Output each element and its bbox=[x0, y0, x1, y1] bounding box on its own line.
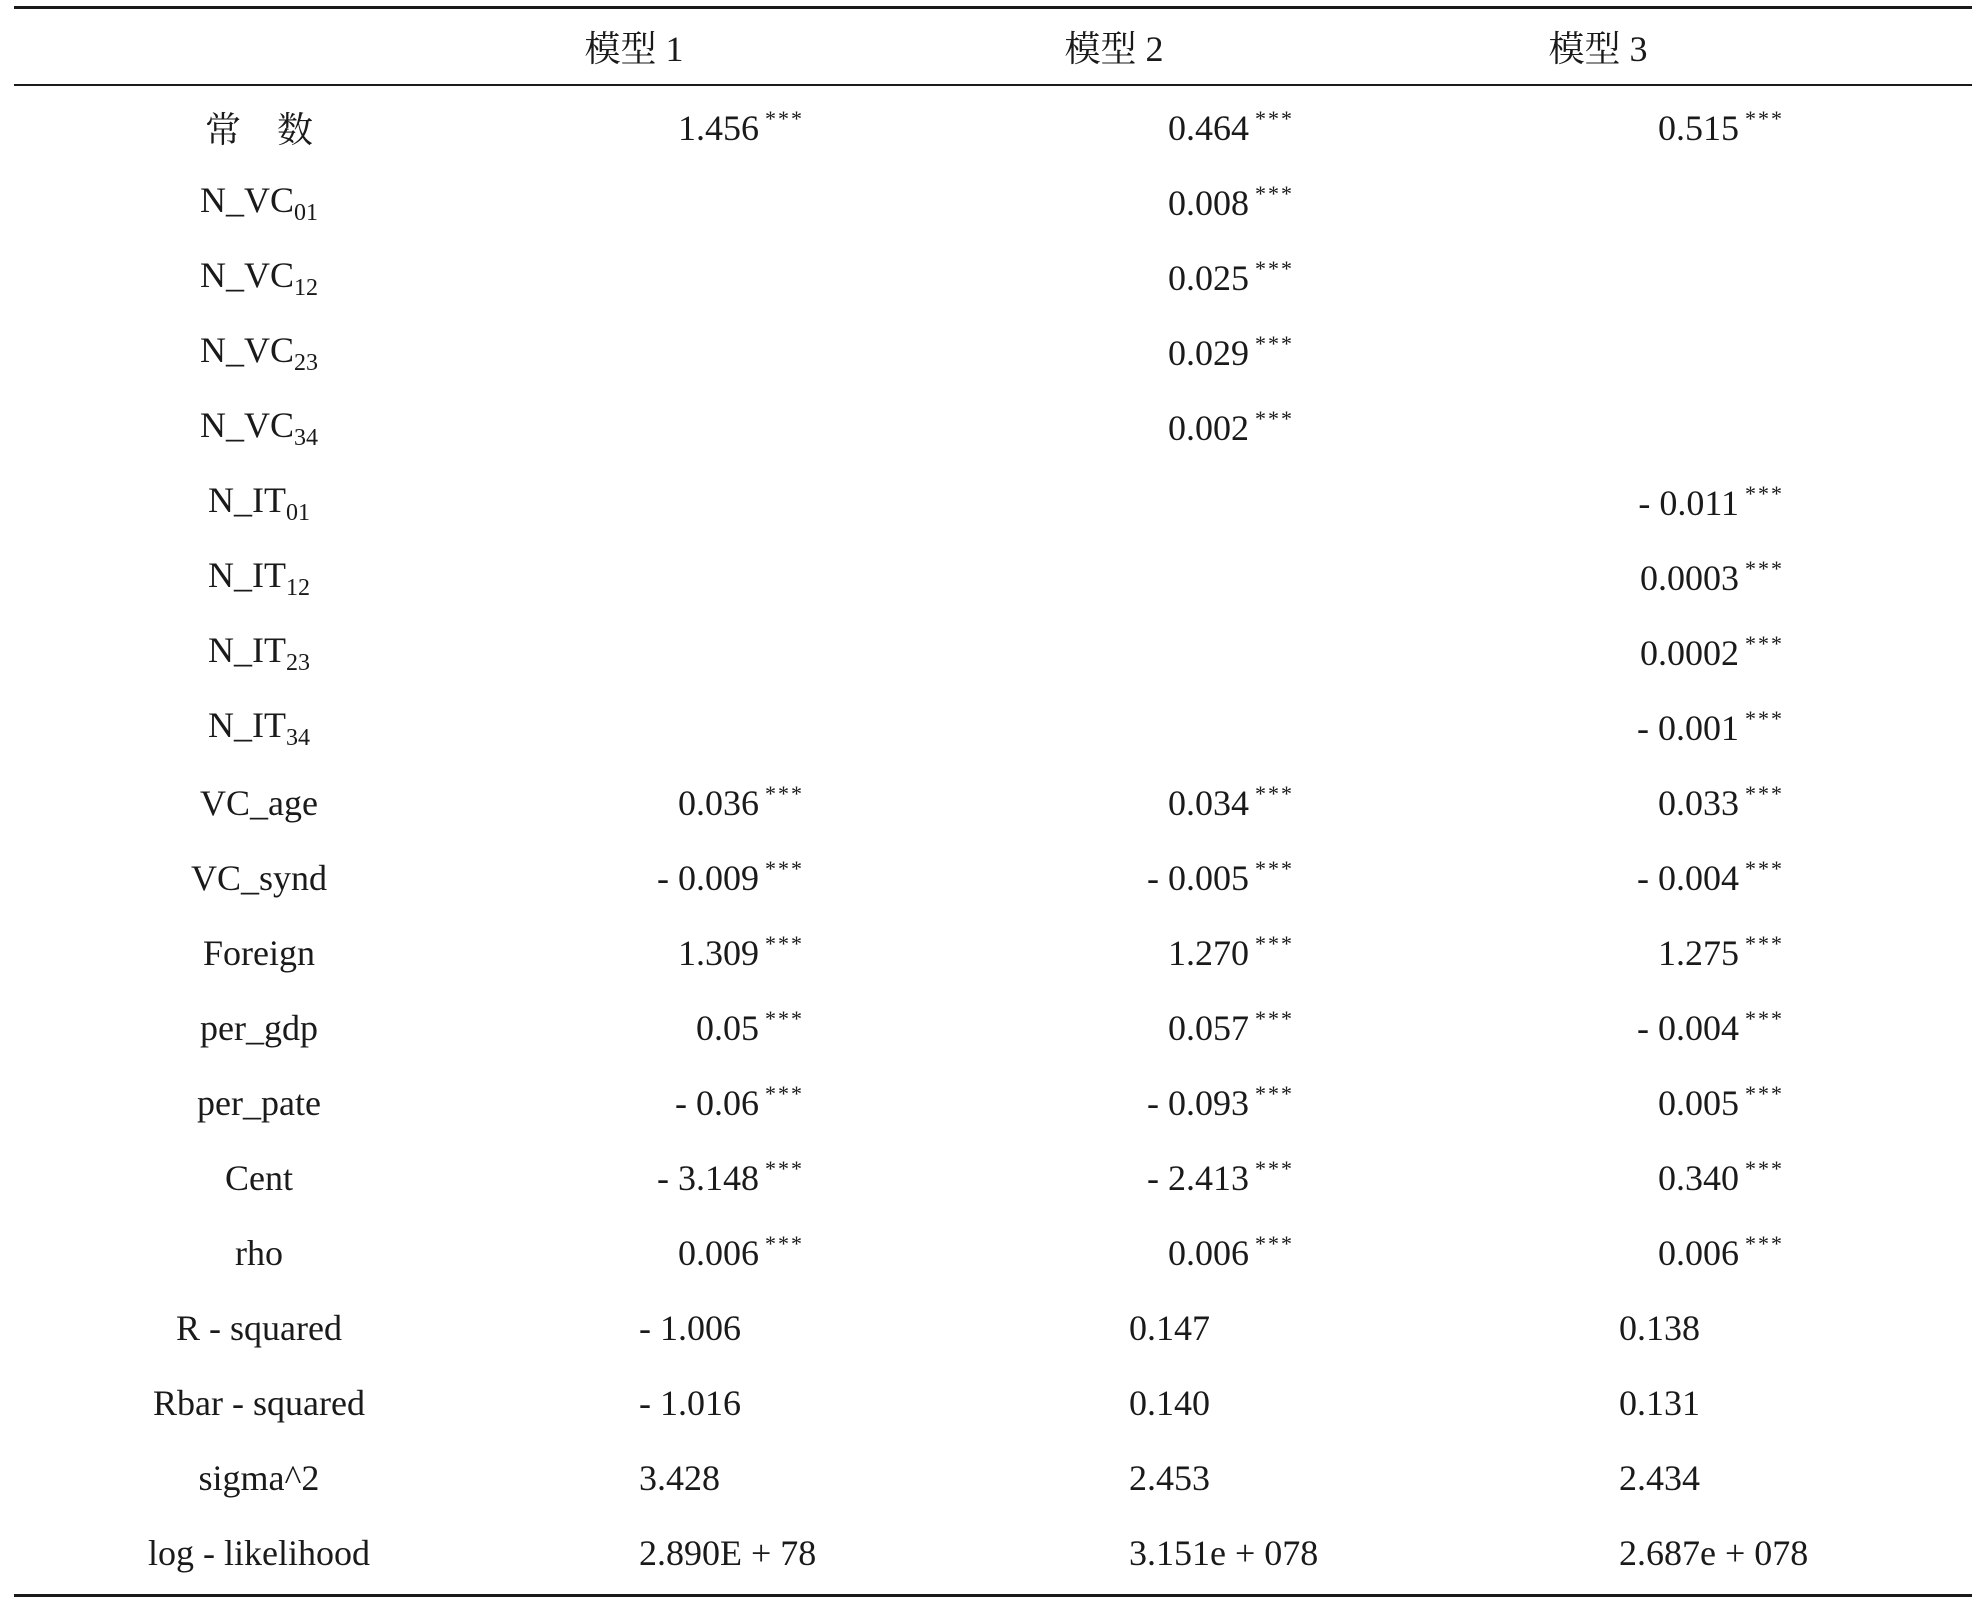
model-3-value: 2.687e + 078 bbox=[1619, 1532, 1809, 1573]
model-3-cell bbox=[1484, 1156, 1972, 1199]
row-label-text: Rbar - squared bbox=[153, 1382, 365, 1423]
table-row bbox=[14, 240, 1972, 315]
row-label bbox=[14, 1082, 504, 1124]
model-3-cell bbox=[1484, 106, 1972, 149]
row-label-text: N_VC bbox=[199, 179, 294, 220]
significance-stars: *** bbox=[765, 1156, 804, 1181]
model-3-cell bbox=[1484, 1081, 1972, 1124]
model-1-cell bbox=[504, 856, 994, 899]
significance-stars: *** bbox=[1745, 1156, 1784, 1181]
row-label bbox=[14, 102, 504, 153]
significance-stars: *** bbox=[1255, 931, 1294, 956]
significance-stars: *** bbox=[1255, 256, 1294, 281]
model-2-cell bbox=[994, 856, 1484, 899]
row-label bbox=[14, 1532, 504, 1574]
significance-stars: *** bbox=[1255, 181, 1294, 206]
significance-stars: *** bbox=[765, 856, 804, 881]
row-label-text: N_VC bbox=[199, 404, 294, 445]
significance-stars: *** bbox=[1745, 931, 1784, 956]
row-label bbox=[14, 704, 504, 752]
significance-stars: *** bbox=[1745, 781, 1784, 806]
row-label-text: Foreign bbox=[203, 932, 315, 973]
table-row bbox=[14, 765, 1972, 840]
row-label-text: N_IT bbox=[208, 479, 286, 520]
row-label-subscript: 34 bbox=[285, 724, 310, 751]
model-2-cell bbox=[994, 1532, 1484, 1574]
significance-stars: *** bbox=[1255, 106, 1294, 131]
model-3-value: 0.0003 bbox=[1640, 558, 1739, 598]
model-1-cell bbox=[504, 1081, 994, 1124]
row-label bbox=[14, 1307, 504, 1349]
row-label bbox=[14, 329, 504, 377]
row-label bbox=[14, 1382, 504, 1424]
model-1-cell bbox=[504, 1307, 994, 1349]
model-3-value: 2.434 bbox=[1619, 1457, 1700, 1498]
significance-stars: *** bbox=[1255, 1156, 1294, 1181]
model-3-value: - 0.004 bbox=[1637, 1008, 1739, 1048]
model-2-cell bbox=[994, 1156, 1484, 1199]
significance-stars: *** bbox=[1745, 1081, 1784, 1106]
model-1-value: 2.890E + 78 bbox=[639, 1532, 817, 1573]
model-3-value: 0.340 bbox=[1658, 1158, 1739, 1198]
model-1-cell bbox=[504, 781, 994, 824]
model-1-cell bbox=[504, 1532, 994, 1574]
table-row bbox=[14, 465, 1972, 540]
model-2-cell bbox=[994, 931, 1484, 974]
table-row bbox=[14, 1440, 1972, 1515]
significance-stars: *** bbox=[1745, 556, 1784, 581]
table-row bbox=[14, 1065, 1972, 1140]
model-1-value: - 1.016 bbox=[639, 1382, 741, 1423]
table-row bbox=[14, 1140, 1972, 1215]
model-2-value: 0.140 bbox=[1129, 1382, 1210, 1423]
model-3-value: 0.0002 bbox=[1640, 633, 1739, 673]
model-1-cell bbox=[504, 1231, 994, 1274]
model-1-value: 3.428 bbox=[639, 1457, 720, 1498]
model-2-cell bbox=[994, 331, 1484, 374]
model-3-value: - 0.001 bbox=[1637, 708, 1739, 748]
row-label bbox=[14, 932, 504, 974]
row-label bbox=[14, 179, 504, 227]
significance-stars: *** bbox=[1745, 706, 1784, 731]
row-label-text: N_IT bbox=[208, 629, 286, 670]
row-label-text: rho bbox=[235, 1232, 283, 1273]
model-2-cell bbox=[994, 1457, 1484, 1499]
row-label-text: N_IT bbox=[208, 554, 286, 595]
model-2-cell bbox=[994, 1081, 1484, 1124]
row-label-text: N_IT bbox=[208, 704, 286, 745]
model-3-cell bbox=[1484, 856, 1972, 899]
model-2-cell bbox=[994, 1382, 1484, 1424]
header-cell-model-1: 模型 1 bbox=[584, 29, 684, 69]
model-3-cell bbox=[1484, 1231, 1972, 1274]
significance-stars: *** bbox=[765, 1006, 804, 1031]
model-1-value: 0.05 bbox=[696, 1008, 759, 1048]
model-1-cell bbox=[504, 106, 994, 149]
table-row bbox=[14, 1365, 1972, 1440]
model-3-cell bbox=[1484, 481, 1972, 524]
model-2-value: - 0.005 bbox=[1147, 858, 1249, 898]
table-row bbox=[14, 1515, 1972, 1590]
model-1-cell bbox=[504, 931, 994, 974]
model-3-value: 0.138 bbox=[1619, 1307, 1700, 1348]
model-3-value: 0.033 bbox=[1658, 783, 1739, 823]
row-label-subscript: 01 bbox=[285, 499, 310, 526]
model-3-value: - 0.004 bbox=[1637, 858, 1739, 898]
model-2-value: 0.025 bbox=[1168, 258, 1249, 298]
table-row bbox=[14, 915, 1972, 990]
model-1-value: 1.309 bbox=[678, 933, 759, 973]
significance-stars: *** bbox=[765, 781, 804, 806]
row-label bbox=[14, 1457, 504, 1499]
model-2-value: 0.147 bbox=[1129, 1307, 1210, 1348]
row-label bbox=[14, 782, 504, 824]
model-2-value: - 0.093 bbox=[1147, 1083, 1249, 1123]
model-2-value: 3.151e + 078 bbox=[1129, 1532, 1319, 1573]
table-row bbox=[14, 315, 1972, 390]
significance-stars: *** bbox=[1255, 1081, 1294, 1106]
significance-stars: *** bbox=[1745, 1006, 1784, 1031]
significance-stars: *** bbox=[765, 1231, 804, 1256]
model-2-value: 0.008 bbox=[1168, 183, 1249, 223]
row-label bbox=[14, 1232, 504, 1274]
model-1-cell bbox=[504, 1006, 994, 1049]
header-cell-model-2: 模型 2 bbox=[1064, 29, 1164, 69]
row-label-text: N_VC bbox=[199, 254, 294, 295]
model-1-value: - 3.148 bbox=[657, 1158, 759, 1198]
table-header-row bbox=[14, 9, 1972, 84]
table-body bbox=[14, 86, 1972, 1594]
model-2-cell bbox=[994, 406, 1484, 449]
significance-stars: *** bbox=[1255, 781, 1294, 806]
significance-stars: *** bbox=[1255, 331, 1294, 356]
model-2-value: 1.270 bbox=[1168, 933, 1249, 973]
model-1-cell bbox=[504, 1457, 994, 1499]
row-label-text: per_gdp bbox=[200, 1007, 318, 1048]
table-row bbox=[14, 390, 1972, 465]
row-label-text: 常 数 bbox=[204, 110, 313, 150]
row-label-text: sigma^2 bbox=[198, 1457, 320, 1498]
significance-stars: *** bbox=[1745, 631, 1784, 656]
model-1-value: - 0.06 bbox=[675, 1083, 759, 1123]
row-label-subscript: 23 bbox=[294, 349, 318, 376]
model-3-value: 0.515 bbox=[1658, 108, 1739, 148]
significance-stars: *** bbox=[1745, 481, 1784, 506]
model-2-cell bbox=[994, 781, 1484, 824]
model-3-cell bbox=[1484, 556, 1972, 599]
row-label-text: N_VC bbox=[199, 329, 294, 370]
row-label bbox=[14, 479, 504, 527]
row-label bbox=[14, 554, 504, 602]
significance-stars: *** bbox=[1745, 856, 1784, 881]
significance-stars: *** bbox=[1255, 856, 1294, 881]
significance-stars: *** bbox=[1745, 106, 1784, 131]
model-3-cell bbox=[1484, 931, 1972, 974]
model-2-cell bbox=[994, 1006, 1484, 1049]
model-3-cell bbox=[1484, 631, 1972, 674]
model-3-cell bbox=[1484, 1307, 1972, 1349]
model-3-cell bbox=[1484, 1532, 1972, 1574]
row-label bbox=[14, 1157, 504, 1199]
model-3-value: 0.005 bbox=[1658, 1083, 1739, 1123]
model-1-value: 1.456 bbox=[678, 108, 759, 148]
table-row bbox=[14, 615, 1972, 690]
model-2-value: 0.002 bbox=[1168, 408, 1249, 448]
model-2-value: 0.029 bbox=[1168, 333, 1249, 373]
row-label-text: R - squared bbox=[176, 1307, 342, 1348]
model-1-value: - 0.009 bbox=[657, 858, 759, 898]
model-1-value: 0.036 bbox=[678, 783, 759, 823]
model-2-cell bbox=[994, 256, 1484, 299]
significance-stars: *** bbox=[1255, 1231, 1294, 1256]
significance-stars: *** bbox=[765, 931, 804, 956]
model-3-value: 1.275 bbox=[1658, 933, 1739, 973]
row-label-subscript: 12 bbox=[294, 274, 318, 301]
row-label bbox=[14, 1007, 504, 1049]
model-2-cell bbox=[994, 1231, 1484, 1274]
row-label-text: VC_synd bbox=[190, 857, 328, 898]
model-2-value: 0.006 bbox=[1168, 1233, 1249, 1273]
significance-stars: *** bbox=[765, 1081, 804, 1106]
table-row bbox=[14, 165, 1972, 240]
significance-stars: *** bbox=[1255, 1006, 1294, 1031]
row-label bbox=[14, 404, 504, 452]
model-3-cell bbox=[1484, 706, 1972, 749]
table-row bbox=[14, 690, 1972, 765]
model-1-value: - 1.006 bbox=[639, 1307, 741, 1348]
header-cell-model-3: 模型 3 bbox=[1548, 29, 1648, 69]
row-label-text: log - likelihood bbox=[148, 1532, 370, 1573]
model-1-cell bbox=[504, 1382, 994, 1424]
table-row bbox=[14, 990, 1972, 1065]
model-2-value: 2.453 bbox=[1129, 1457, 1210, 1498]
table-row bbox=[14, 840, 1972, 915]
significance-stars: *** bbox=[1745, 1231, 1784, 1256]
model-3-cell bbox=[1484, 1006, 1972, 1049]
table-row bbox=[14, 1215, 1972, 1290]
model-2-value: 0.057 bbox=[1168, 1008, 1249, 1048]
model-2-value: 0.034 bbox=[1168, 783, 1249, 823]
row-label-subscript: 01 bbox=[294, 199, 318, 226]
table-row bbox=[14, 540, 1972, 615]
significance-stars: *** bbox=[1255, 406, 1294, 431]
model-2-cell bbox=[994, 181, 1484, 224]
model-1-cell bbox=[504, 1156, 994, 1199]
model-3-value: 0.131 bbox=[1619, 1382, 1700, 1423]
row-label bbox=[14, 254, 504, 302]
regression-table bbox=[14, 6, 1972, 1597]
model-3-cell bbox=[1484, 1457, 1972, 1499]
row-label bbox=[14, 857, 504, 899]
model-2-value: 0.464 bbox=[1168, 108, 1249, 148]
model-2-cell bbox=[994, 106, 1484, 149]
row-label bbox=[14, 629, 504, 677]
model-1-value: 0.006 bbox=[678, 1233, 759, 1273]
significance-stars: *** bbox=[765, 106, 804, 131]
row-label-text: VC_age bbox=[200, 782, 318, 823]
row-label-text: per_pate bbox=[197, 1082, 321, 1123]
model-2-cell bbox=[994, 1307, 1484, 1349]
table-row bbox=[14, 1290, 1972, 1365]
model-3-value: 0.006 bbox=[1658, 1233, 1739, 1273]
table-row bbox=[14, 90, 1972, 165]
model-3-cell bbox=[1484, 1382, 1972, 1424]
model-3-value: - 0.011 bbox=[1638, 483, 1739, 523]
row-label-text: Cent bbox=[225, 1157, 293, 1198]
row-label-subscript: 12 bbox=[285, 574, 310, 601]
model-3-cell bbox=[1484, 781, 1972, 824]
row-label-subscript: 34 bbox=[294, 424, 318, 451]
row-label-subscript: 23 bbox=[285, 649, 310, 676]
model-2-value: - 2.413 bbox=[1147, 1158, 1249, 1198]
